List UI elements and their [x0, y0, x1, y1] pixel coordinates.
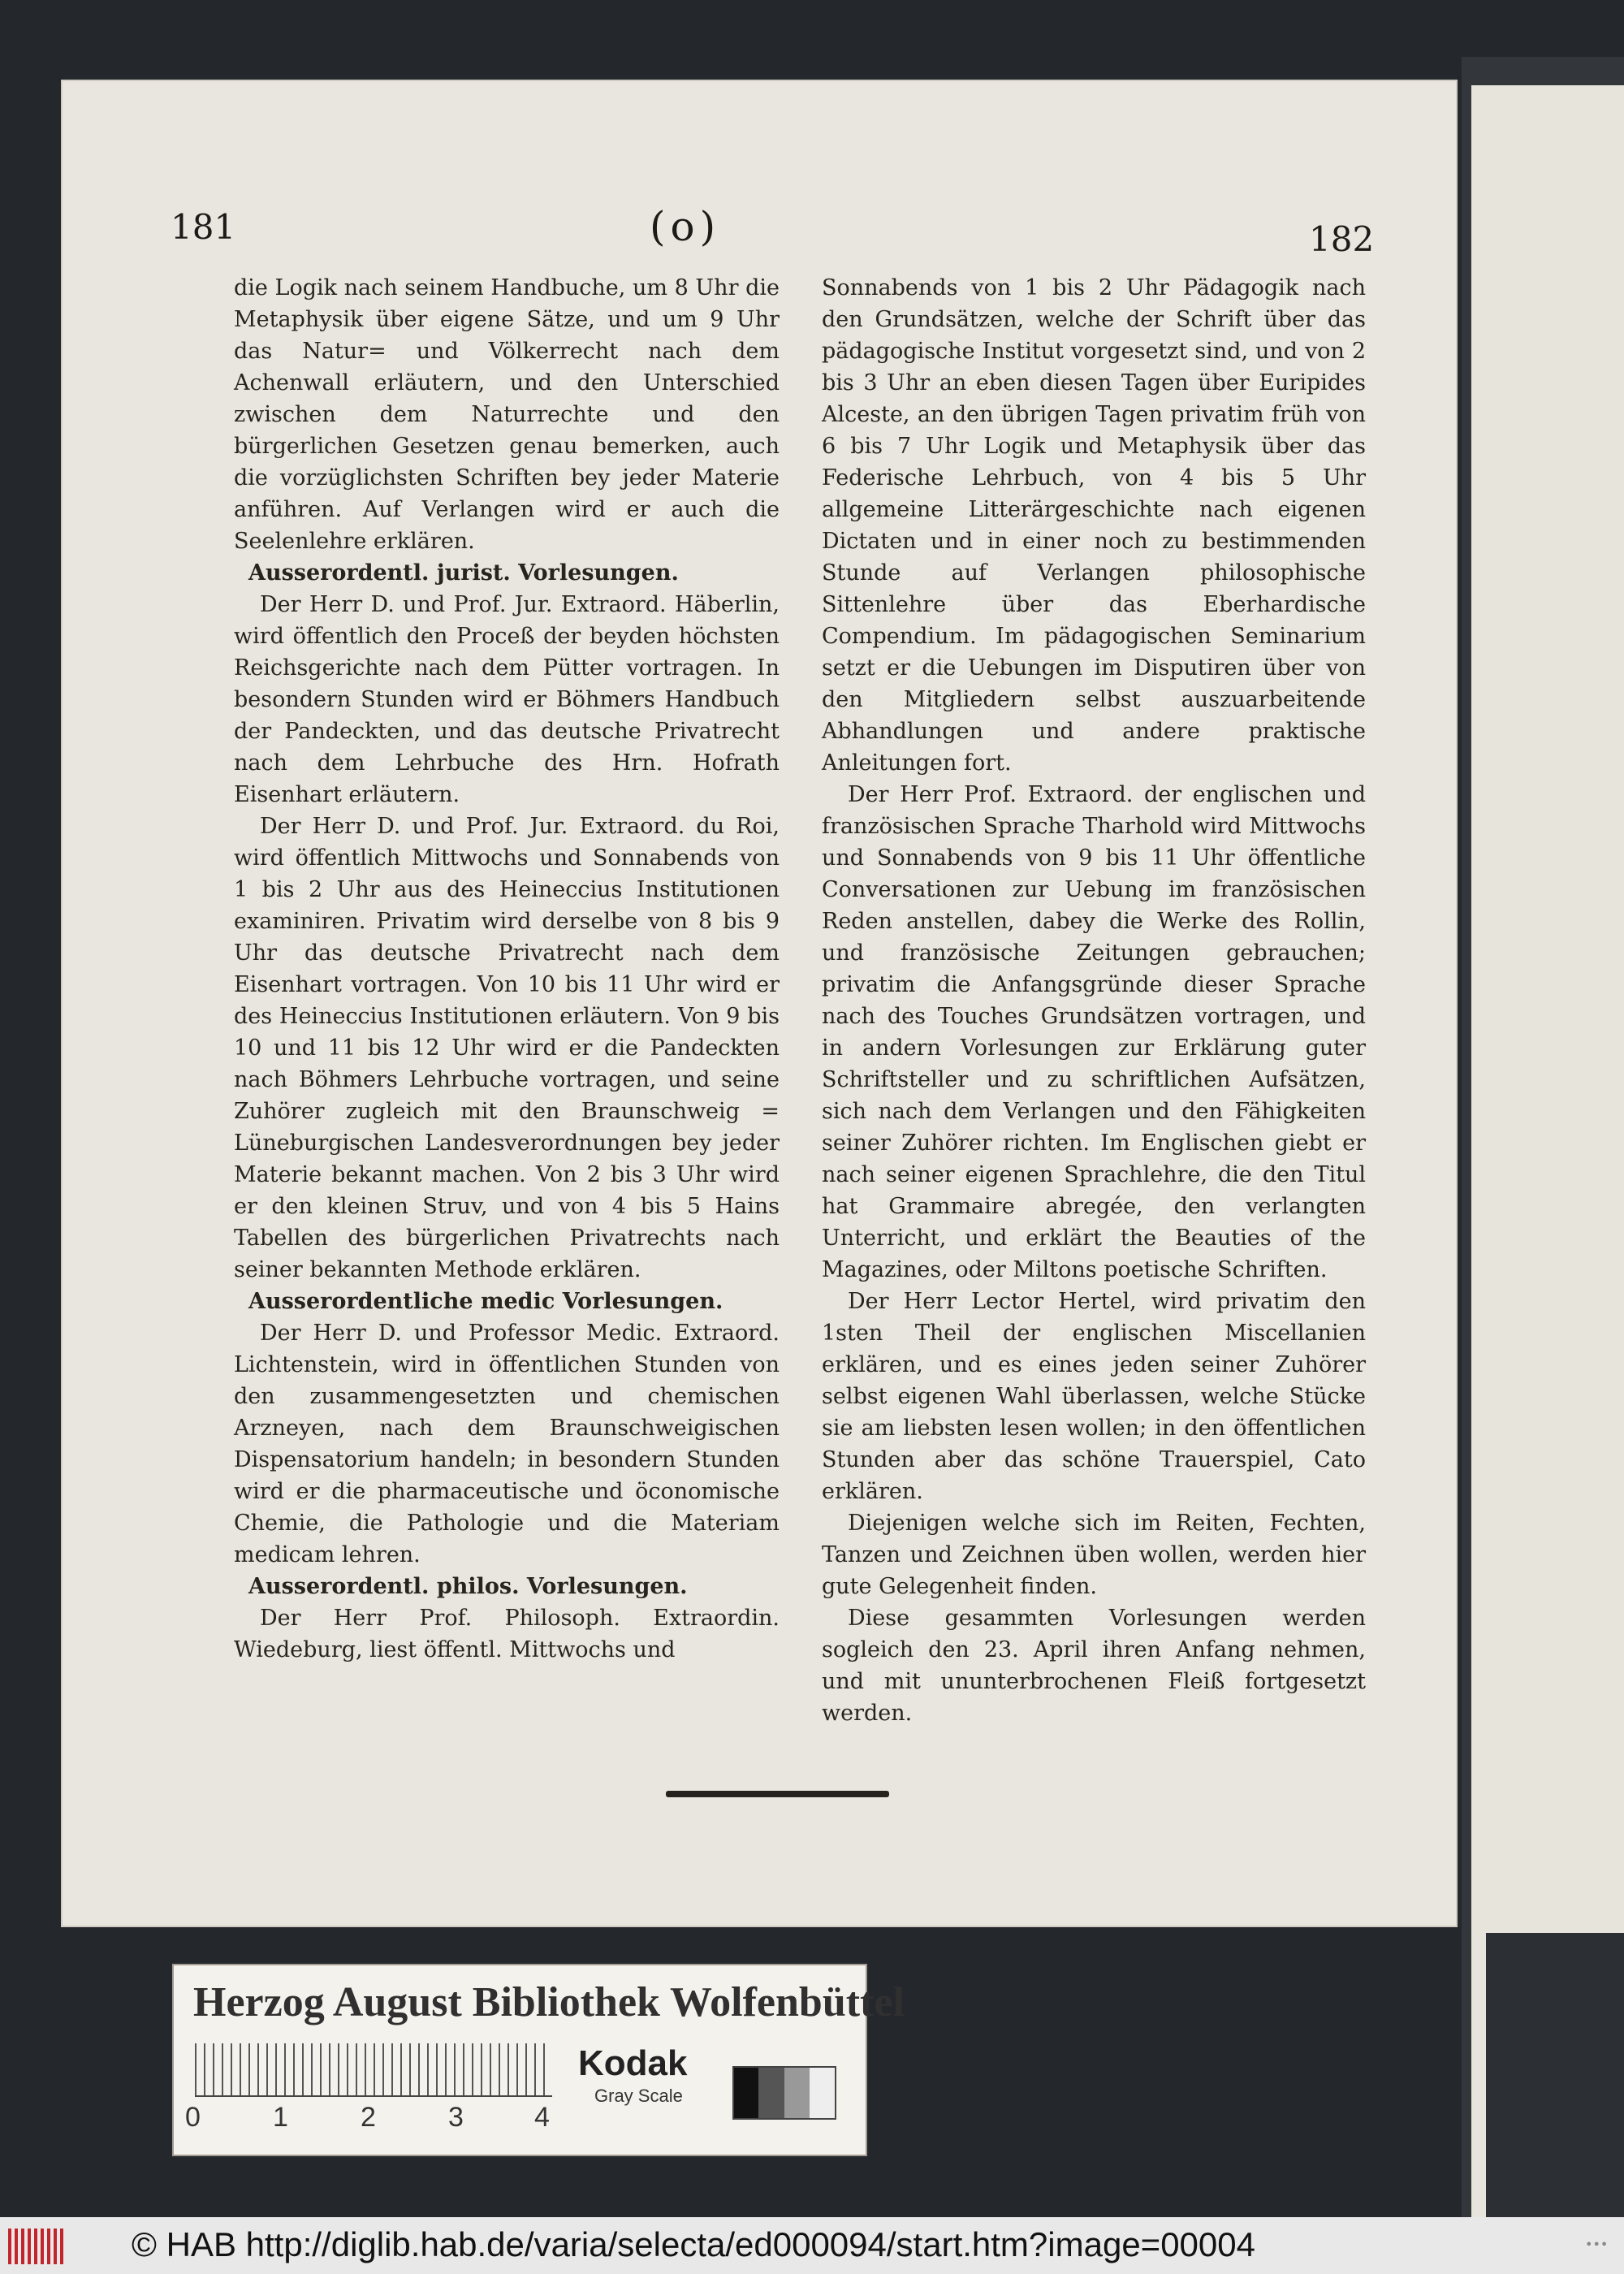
- scale-ruler: [195, 2043, 552, 2097]
- paragraph: Der Herr D. und Prof. Jur. Extraord. Häberlin, wird öffentlich den Proceß der beyden höchsten Reichsgerichte nach dem Pütter vortragen. In besondern Stunden wird er Böhmers Handbuch der Pandeckten, und das deutsche Privatrecht nach dem Lehrbuche des Hrn. Hofrath Eisenhart erläutern.: [234, 592, 780, 807]
- end-rule: [666, 1791, 889, 1797]
- adjacent-page-strip: [1471, 85, 1624, 2217]
- library-label: [172, 1964, 905, 2156]
- paragraph: Diejenigen welche sich im Reiten, Fechten, Tanzen und Zeichnen üben wollen, werden hier gute Gelegenheit finden.: [822, 1511, 1366, 1599]
- ruler-number: 1: [273, 2102, 288, 2133]
- header-ornament: (o): [650, 203, 721, 250]
- ruler-number: 0: [185, 2102, 201, 2133]
- paragraph: Diese gesammten Vorlesungen werden sogleich den 23. April ihren Anfang nehmen, und mit ununterbrochenen Fleiß fortgesetzt werden.: [822, 1606, 1366, 1726]
- paragraph: Der Herr D. und Professor Medic. Extraord. Lichtenstein, wird in öffentlichen Stunden von den zusammengesetzten und chemischen Arzneyen, nach dem Braunschweigischen Dispensatorium handeln; in besondern Stunden wird er die pharmaceutische und öconomische Chemie, die Pathologie und die Materiam medicam lehren.: [234, 1321, 780, 1567]
- kodak-logo-text: Kodak: [578, 2043, 688, 2083]
- paragraph: Der Herr Prof. Philosoph. Extraordin. Wiedeburg, liest öffentl. Mittwochs und: [234, 1606, 780, 1662]
- copyright-url[interactable]: © HAB http://diglib.hab.de/varia/selecta/ed000094/start.htm?image=00004: [132, 2225, 1255, 2263]
- gray-scale-label: Gray Scale: [594, 2086, 683, 2106]
- section-heading: Ausserordentl. jurist. Vorlesungen.: [248, 560, 679, 586]
- paragraph: Der Herr Prof. Extraord. der englischen und französischen Sprache Tharhold wird Mittwochs und Sonnabends von 9 bis 11 Uhr öffentliche Conversationen zur Uebung im französischen Reden anstellen, dabey die Werke des Rollin, und französische Zeitungen gebrauchen; privatim die Anfangsgründe dieser Sprache nach des Touches Grundsätzen vortragen, und in andern Vorlesungen zur Erklärung guter Schriftsteller und zu schriftlichen Aufsätzen, sich nach dem Verlangen und den Fähigkeiten seiner Zuhörer richten. Im Englischen giebt er nach seiner eigenen Sprachlehre, die den Titul hat Grammaire abregée, den verlangten Unterricht, und erklärt the Beauties of the Magazines, oder Miltons poetische Schriften.: [822, 782, 1366, 1282]
- paragraph: Der Herr D. und Prof. Jur. Extraord. du Roi, wird öffentlich Mittwochs und Sonnabends von 1 bis 2 Uhr aus des Heineccius Institutionen examiniren. Privatim wird derselbe von 8 bis 9 Uhr das deutsche Privatrecht nach dem Eisenhart vortragen. Von 10 bis 11 Uhr wird er des Heineccius Institutionen erläutern. Von 9 bis 10 und 11 bis 12 Uhr wird er die Pandeckten nach Böhmers Lehrbuche vortragen, und seine Zuhörer zugleich mit den Braunschweig = Lüneburgischen Landesverordnungen bey jeder Materie bekannt machen. Von 2 bis 3 Uhr wird er den kleinen Struv, und von 4 bis 5 Hains Tabellen des bürgerlichen Privatrechts nach seiner bekannten Methode erklären.: [234, 814, 780, 1282]
- footer-bar: [0, 2217, 1624, 2274]
- text-column-right: [822, 272, 1366, 1729]
- text-column-left: [234, 272, 780, 1666]
- page-number-right: 182: [1309, 219, 1375, 259]
- paragraph: die Logik nach seinem Handbuche, um 8 Uhr die Metaphysik über eigene Sätze, und um 9 Uhr das Natur= und Völkerrecht nach dem Achenwall erläutern, und den Unterschied zwischen dem Naturrechte und den bürgerlichen Gesetzen genau bemerken, auch die vorzüglichsten Schriften bey jeder Materie anführen. Auf Verlangen wird er auch die Seelenlehre erklären.: [234, 275, 780, 554]
- page-number-left: 181: [171, 207, 236, 247]
- barcode-icon: [8, 2229, 67, 2264]
- ruler-number: 3: [448, 2102, 464, 2133]
- library-name: Herzog August Bibliothek Wolfenbüttel: [193, 1979, 905, 2025]
- paragraph: Der Herr Lector Hertel, wird privatim den 1sten Theil der englischen Miscellanien erklären, und es eines jeden seiner Zuhörer selbst eigenen Wahl überlassen, welche Stücke sie am liebsten lesen wollen; in den öffentlichen Stunden aber das schöne Trauerspiel, Cato erklären.: [822, 1289, 1366, 1504]
- adjacent-page-shadow: [1486, 1933, 1624, 2217]
- more-icon: •••: [1585, 2237, 1609, 2252]
- paragraph: Sonnabends von 1 bis 2 Uhr Pädagogik nach den Grundsätzen, welche der Schrift über das pädagogische Institut vorgesetzt sind, und von 2 bis 3 Uhr an eben diesen Tagen über Euripides Alceste, an den übrigen Tagen privatim früh von 6 bis 7 Uhr Logik und Metaphysik über das Federische Lehrbuch, von 4 bis 5 Uhr allgemeine Litterärgeschichte nach eigenen Dictaten und in einer noch zu bestimmenden Stunde auf Verlangen philosophische Sittenlehre über das Eberhardische Compendium. Im pädagogischen Seminarium setzt er die Uebungen im Disputiren über von den Mitgliedern selbst auszuarbeitende Abhandlungen und andere praktische Anleitungen fort.: [822, 275, 1366, 776]
- section-heading: Ausserordentliche medic Vorlesungen.: [248, 1289, 723, 1314]
- section-heading: Ausserordentl. philos. Vorlesungen.: [248, 1574, 688, 1599]
- ruler-number: 2: [361, 2102, 376, 2133]
- gray-scale-swatch: [732, 2066, 836, 2120]
- ruler-number: 4: [534, 2102, 550, 2133]
